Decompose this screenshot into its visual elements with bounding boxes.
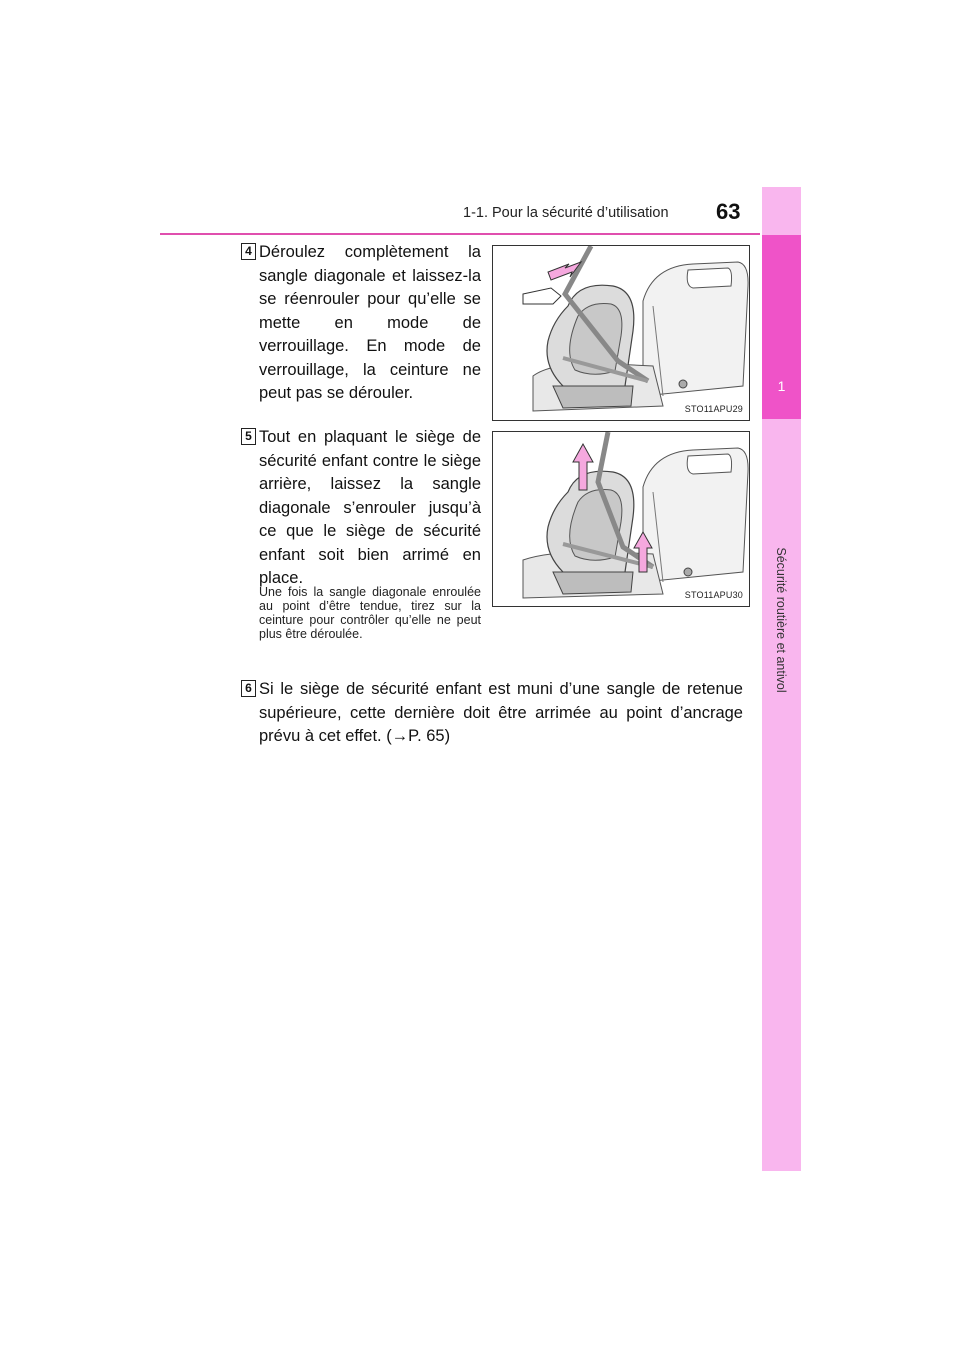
step-number-badge: 4 [241, 243, 256, 260]
section-title: 1-1. Pour la sécurité d’utilisation [463, 205, 669, 221]
chapter-title [773, 525, 789, 715]
step-number-badge: 6 [241, 680, 256, 697]
figure-code: STO11APU29 [684, 404, 743, 414]
step-number-badge: 5 [241, 428, 256, 445]
step-6-text: Si le siège de sécurité enfant est muni d’une sangle de retenue supérieure, cette dernière doit être arrimée au point d’ancrage prévu à cet effet. (→P. 65) [259, 680, 743, 745]
child-seat-belt-illustration [493, 246, 749, 420]
child-seat-tightening-illustration [493, 432, 749, 606]
figure-step-5 [492, 431, 750, 607]
step-5-note: Une fois la sangle diagonale enroulée au point d’être tendue, tirez sur la ceinture pour contrôler qu’elle ne peut plus être déroulée. [259, 585, 481, 641]
figure-step-4 [492, 245, 750, 421]
chapter-number: 1 [777, 378, 786, 394]
chapter-title-text: Sécurité routière et antivol [774, 547, 788, 693]
header-divider [160, 233, 760, 235]
step-5-text: Tout en plaquant le siège de sécurité enfant contre le siège arrière, laissez la sangle diagonale s’enrouler jusqu’à ce que le siège de sécurité enfant soit bien arrimé en place. [259, 428, 481, 587]
page-number: 63 [716, 199, 741, 224]
figure-code: STO11APU30 [684, 590, 743, 600]
step-4-text: Déroulez complètement la sangle diagonale et laissez-la se réenrouler pour qu’elle se mette en mode de verrouillage. En mode de verrouillage, la ceinture ne peut pas se dérouler. [259, 243, 481, 402]
